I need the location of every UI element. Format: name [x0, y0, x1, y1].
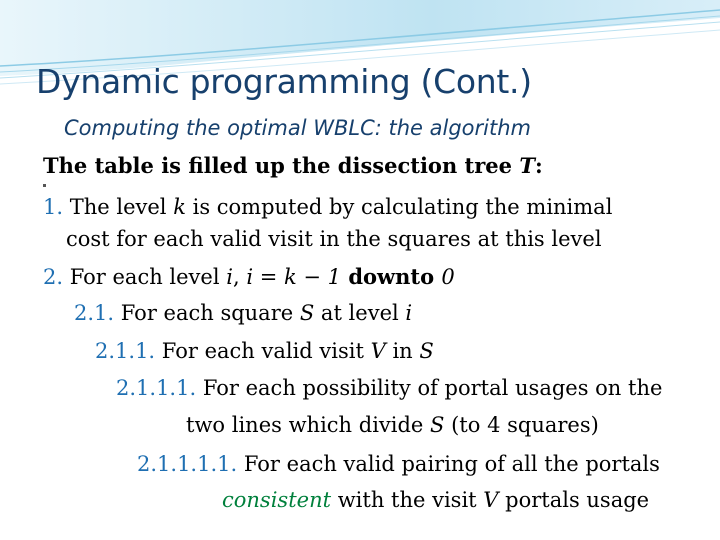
step-1-text-b: is computed by calculating the minimal: [185, 195, 613, 219]
step-2-1-1-1-1-continuation: [222, 488, 649, 512]
step-2-1-1-var-S: S: [419, 339, 434, 363]
step-2-1-1-1-1: [137, 452, 660, 476]
intro-colon: :: [534, 153, 543, 178]
step-1-number: 1.: [43, 195, 64, 219]
step-2-1-1-number: 2.1.1.: [95, 339, 156, 363]
step-2-expression: i = k − 1: [246, 265, 342, 289]
step-2-1-1-1-1-var-V: V: [483, 488, 499, 512]
slide-title: Dynamic programming (Cont.): [36, 62, 532, 101]
step-2-1-var-S: S: [299, 301, 315, 325]
step-2-1: [74, 301, 412, 325]
step-2-1-1-1-1-number: 2.1.1.1.1.: [137, 452, 238, 476]
step-1: [43, 195, 612, 219]
step-2-number: 2.: [43, 265, 64, 289]
step-2-1-1-1: [116, 376, 662, 400]
step-2-1-1-1-number: 2.1.1.1.: [116, 376, 197, 400]
step-2-1-1-1-1-cont-a: with the visit: [331, 488, 484, 512]
step-2-1-text-b: at level: [314, 301, 406, 325]
step-2-1-1-var-V: V: [370, 339, 386, 363]
step-2-1-text-a: For each square: [114, 301, 300, 325]
step-2-1-1-1-var-S: S: [430, 413, 445, 437]
step-2-1-1-1-cont-a: two lines which divide: [186, 413, 431, 437]
step-2: [43, 264, 455, 289]
step-2-1-var-i: i: [405, 301, 413, 325]
intro-text: The table is filled up the dissection tree: [43, 153, 520, 178]
step-2-1-1-text-a: For each valid visit: [155, 339, 371, 363]
step-2-1-1-1-cont-b: (to 4 squares): [444, 413, 599, 437]
consistent-emphasis: consistent: [222, 488, 332, 512]
step-1-var-k: k: [173, 195, 186, 219]
step-2-1-1-1-1-text: For each valid pairing of all the portals: [237, 452, 660, 476]
bullet-dot: [43, 184, 46, 187]
intro-line: [43, 153, 543, 178]
step-2-1-1-1-1-cont-b: portals usage: [498, 488, 650, 512]
step-2-1-1-1-continuation: [186, 413, 599, 437]
step-2-1-number: 2.1.: [74, 301, 115, 325]
step-2-downto: downto: [341, 264, 442, 289]
step-1-continuation: cost for each valid visit in the squares at this level: [66, 227, 602, 251]
step-2-var-i: i: [226, 265, 233, 289]
slide-subtitle: Computing the optimal WBLC: the algorithm: [64, 116, 531, 140]
step-2-comma: ,: [232, 265, 247, 289]
step-2-1-1-1-text: For each possibility of portal usages on the: [196, 376, 663, 400]
step-2-zero: 0: [441, 265, 455, 289]
step-1-text-a: The level: [63, 195, 174, 219]
intro-var-T: T: [519, 153, 535, 178]
step-2-1-1: [95, 339, 434, 363]
step-2-1-1-text-b: in: [385, 339, 420, 363]
step-2-text-a: For each level: [63, 265, 227, 289]
